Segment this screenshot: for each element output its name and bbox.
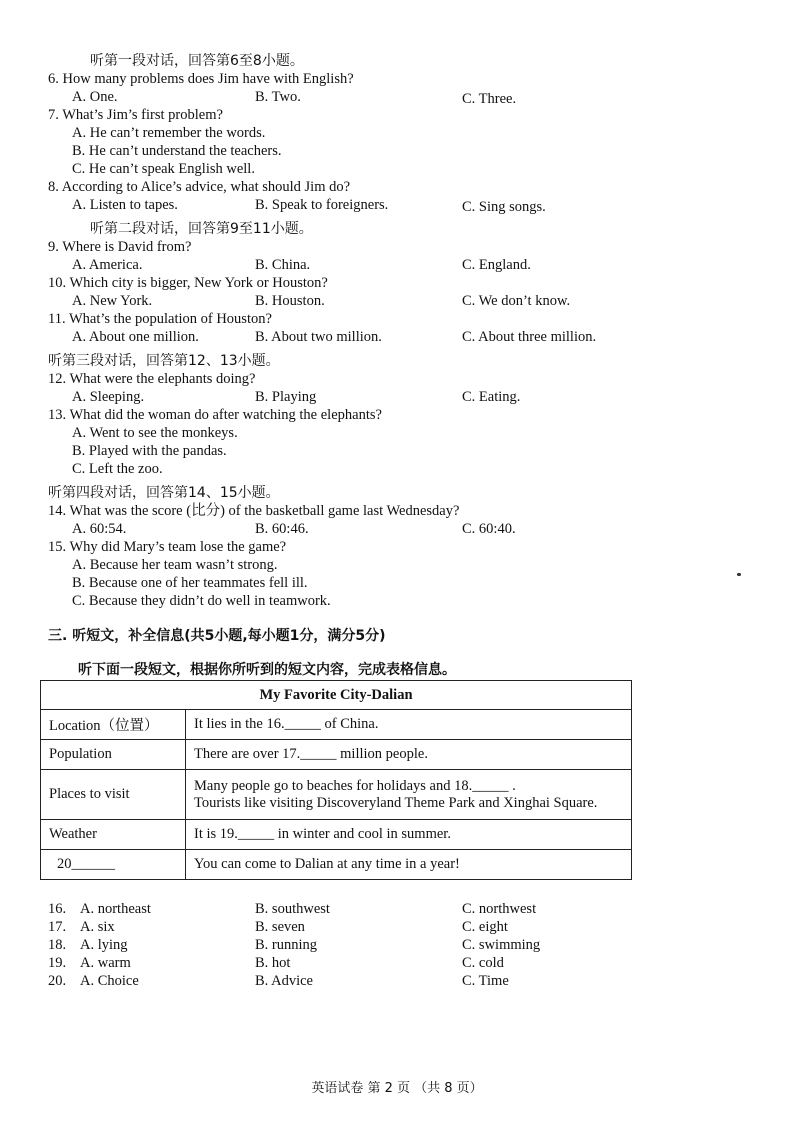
question-stem-15: 15. Why did Mary’s team lose the game? bbox=[48, 539, 287, 555]
option-14c: C. 60:40. bbox=[462, 521, 516, 537]
question-stem-7: 7. What’s Jim’s first problem? bbox=[48, 107, 223, 123]
table-row bbox=[41, 820, 632, 850]
part3-instruction: 听下面一段短文，根据你所听到的短文内容，完成表格信息。 bbox=[78, 662, 456, 678]
option-14b: B. 60:46. bbox=[255, 521, 309, 537]
option-17c: C. eight bbox=[462, 919, 508, 935]
row-content-anytime: You can come to Dalian at any time in a year! bbox=[186, 850, 632, 880]
part3-heading: 三. 听短文，补全信息(共5小题,每小题1分，满分5分) bbox=[48, 628, 386, 644]
table-row bbox=[41, 710, 632, 740]
row-label-blank-20: 20______ bbox=[41, 850, 186, 880]
table-row bbox=[41, 850, 632, 880]
option-number-17: 17. bbox=[48, 919, 67, 935]
option-6c: C. Three. bbox=[462, 91, 517, 107]
option-11c: C. About three million. bbox=[462, 329, 597, 345]
option-20c: C. Time bbox=[462, 973, 509, 989]
scan-speck bbox=[737, 573, 741, 576]
section-note-2: 听第二段对话，回答第9至11小题。 bbox=[90, 221, 313, 237]
section-note-1: 听第一段对话，回答第6至8小题。 bbox=[90, 53, 304, 69]
option-16a: A. northeast bbox=[80, 901, 151, 917]
row-content-places-line1: Many people go to beaches for holidays and 18._____ . bbox=[194, 777, 516, 794]
option-15c: C. Because they didn’t do well in teamwork. bbox=[72, 593, 331, 609]
option-8b: B. Speak to foreigners. bbox=[255, 197, 389, 213]
option-17a: A. six bbox=[80, 919, 115, 935]
question-stem-9: 9. Where is David from? bbox=[48, 239, 192, 255]
option-12c: C. Eating. bbox=[462, 389, 521, 405]
option-14a: A. 60:54. bbox=[72, 521, 127, 537]
row-label-population: Population bbox=[41, 740, 186, 770]
option-13b: B. Played with the pandas. bbox=[72, 443, 227, 459]
option-16b: B. southwest bbox=[255, 901, 330, 917]
question-stem-6: 6. How many problems does Jim have with English? bbox=[48, 71, 354, 87]
question-stem-14: 14. What was the score (比分) of the basketball game last Wednesday? bbox=[48, 503, 460, 519]
info-table bbox=[40, 680, 632, 880]
option-9b: B. China. bbox=[255, 257, 311, 273]
option-9c: C. England. bbox=[462, 257, 531, 273]
option-12a: A. Sleeping. bbox=[72, 389, 145, 405]
option-17b: B. seven bbox=[255, 919, 305, 935]
row-content-places-line2: Tourists like visiting Discoveryland Theme Park and Xinghai Square. bbox=[194, 794, 598, 811]
option-number-20: 20. bbox=[48, 973, 67, 989]
option-15a: A. Because her team wasn’t strong. bbox=[72, 557, 278, 573]
page-footer: 英语试卷 第 2 页 （共 8 页） bbox=[311, 1081, 483, 1096]
option-7c: C. He can’t speak English well. bbox=[72, 161, 255, 177]
option-19b: B. hot bbox=[255, 955, 291, 971]
option-9a: A. America. bbox=[72, 257, 143, 273]
option-11a: A. About one million. bbox=[72, 329, 199, 345]
option-8a: A. Listen to tapes. bbox=[72, 197, 178, 213]
option-11b: B. About two million. bbox=[255, 329, 382, 345]
option-6b: B. Two. bbox=[255, 89, 301, 105]
question-stem-8: 8. According to Alice’s advice, what should Jim do? bbox=[48, 179, 351, 195]
question-stem-10: 10. Which city is bigger, New York or Houston? bbox=[48, 275, 328, 291]
row-content-location: It lies in the 16._____ of China. bbox=[186, 710, 632, 740]
row-content-places bbox=[186, 770, 632, 820]
row-content-population: There are over 17._____ million people. bbox=[186, 740, 632, 770]
option-16c: C. northwest bbox=[462, 901, 537, 917]
option-19a: A. warm bbox=[80, 955, 131, 971]
option-13a: A. Went to see the monkeys. bbox=[72, 425, 238, 441]
option-20b: B. Advice bbox=[255, 973, 313, 989]
question-stem-12: 12. What were the elephants doing? bbox=[48, 371, 256, 387]
row-content-weather: It is 19._____ in winter and cool in summer. bbox=[186, 820, 632, 850]
option-8c: C. Sing songs. bbox=[462, 199, 546, 215]
row-label-places: Places to visit bbox=[41, 770, 186, 820]
option-number-16: 16. bbox=[48, 901, 67, 917]
option-7b: B. He can’t understand the teachers. bbox=[72, 143, 282, 159]
option-18c: C. swimming bbox=[462, 937, 541, 953]
option-19c: C. cold bbox=[462, 955, 504, 971]
option-10a: A. New York. bbox=[72, 293, 153, 309]
option-6a: A. One. bbox=[72, 89, 118, 105]
question-stem-11: 11. What’s the population of Houston? bbox=[48, 311, 272, 327]
section-note-3: 听第三段对话，回答第12、13小题。 bbox=[48, 353, 280, 369]
option-13c: C. Left the zoo. bbox=[72, 461, 163, 477]
option-number-19: 19. bbox=[48, 955, 67, 971]
table-title: My Favorite City-Dalian bbox=[41, 681, 632, 710]
question-stem-13: 13. What did the woman do after watching the elephants? bbox=[48, 407, 382, 423]
option-10b: B. Houston. bbox=[255, 293, 325, 309]
option-18a: A. lying bbox=[80, 937, 128, 953]
option-7a: A. He can’t remember the words. bbox=[72, 125, 266, 141]
option-20a: A. Choice bbox=[80, 973, 139, 989]
row-label-weather: Weather bbox=[41, 820, 186, 850]
option-10c: C. We don’t know. bbox=[462, 293, 571, 309]
option-15b: B. Because one of her teammates fell ill. bbox=[72, 575, 308, 591]
option-number-18: 18. bbox=[48, 937, 67, 953]
table-row bbox=[41, 740, 632, 770]
option-18b: B. running bbox=[255, 937, 318, 953]
section-note-4: 听第四段对话，回答第14、15小题。 bbox=[48, 485, 280, 501]
row-label-location: Location（位置） bbox=[41, 710, 186, 740]
table-row bbox=[41, 770, 632, 820]
option-12b: B. Playing bbox=[255, 389, 317, 405]
